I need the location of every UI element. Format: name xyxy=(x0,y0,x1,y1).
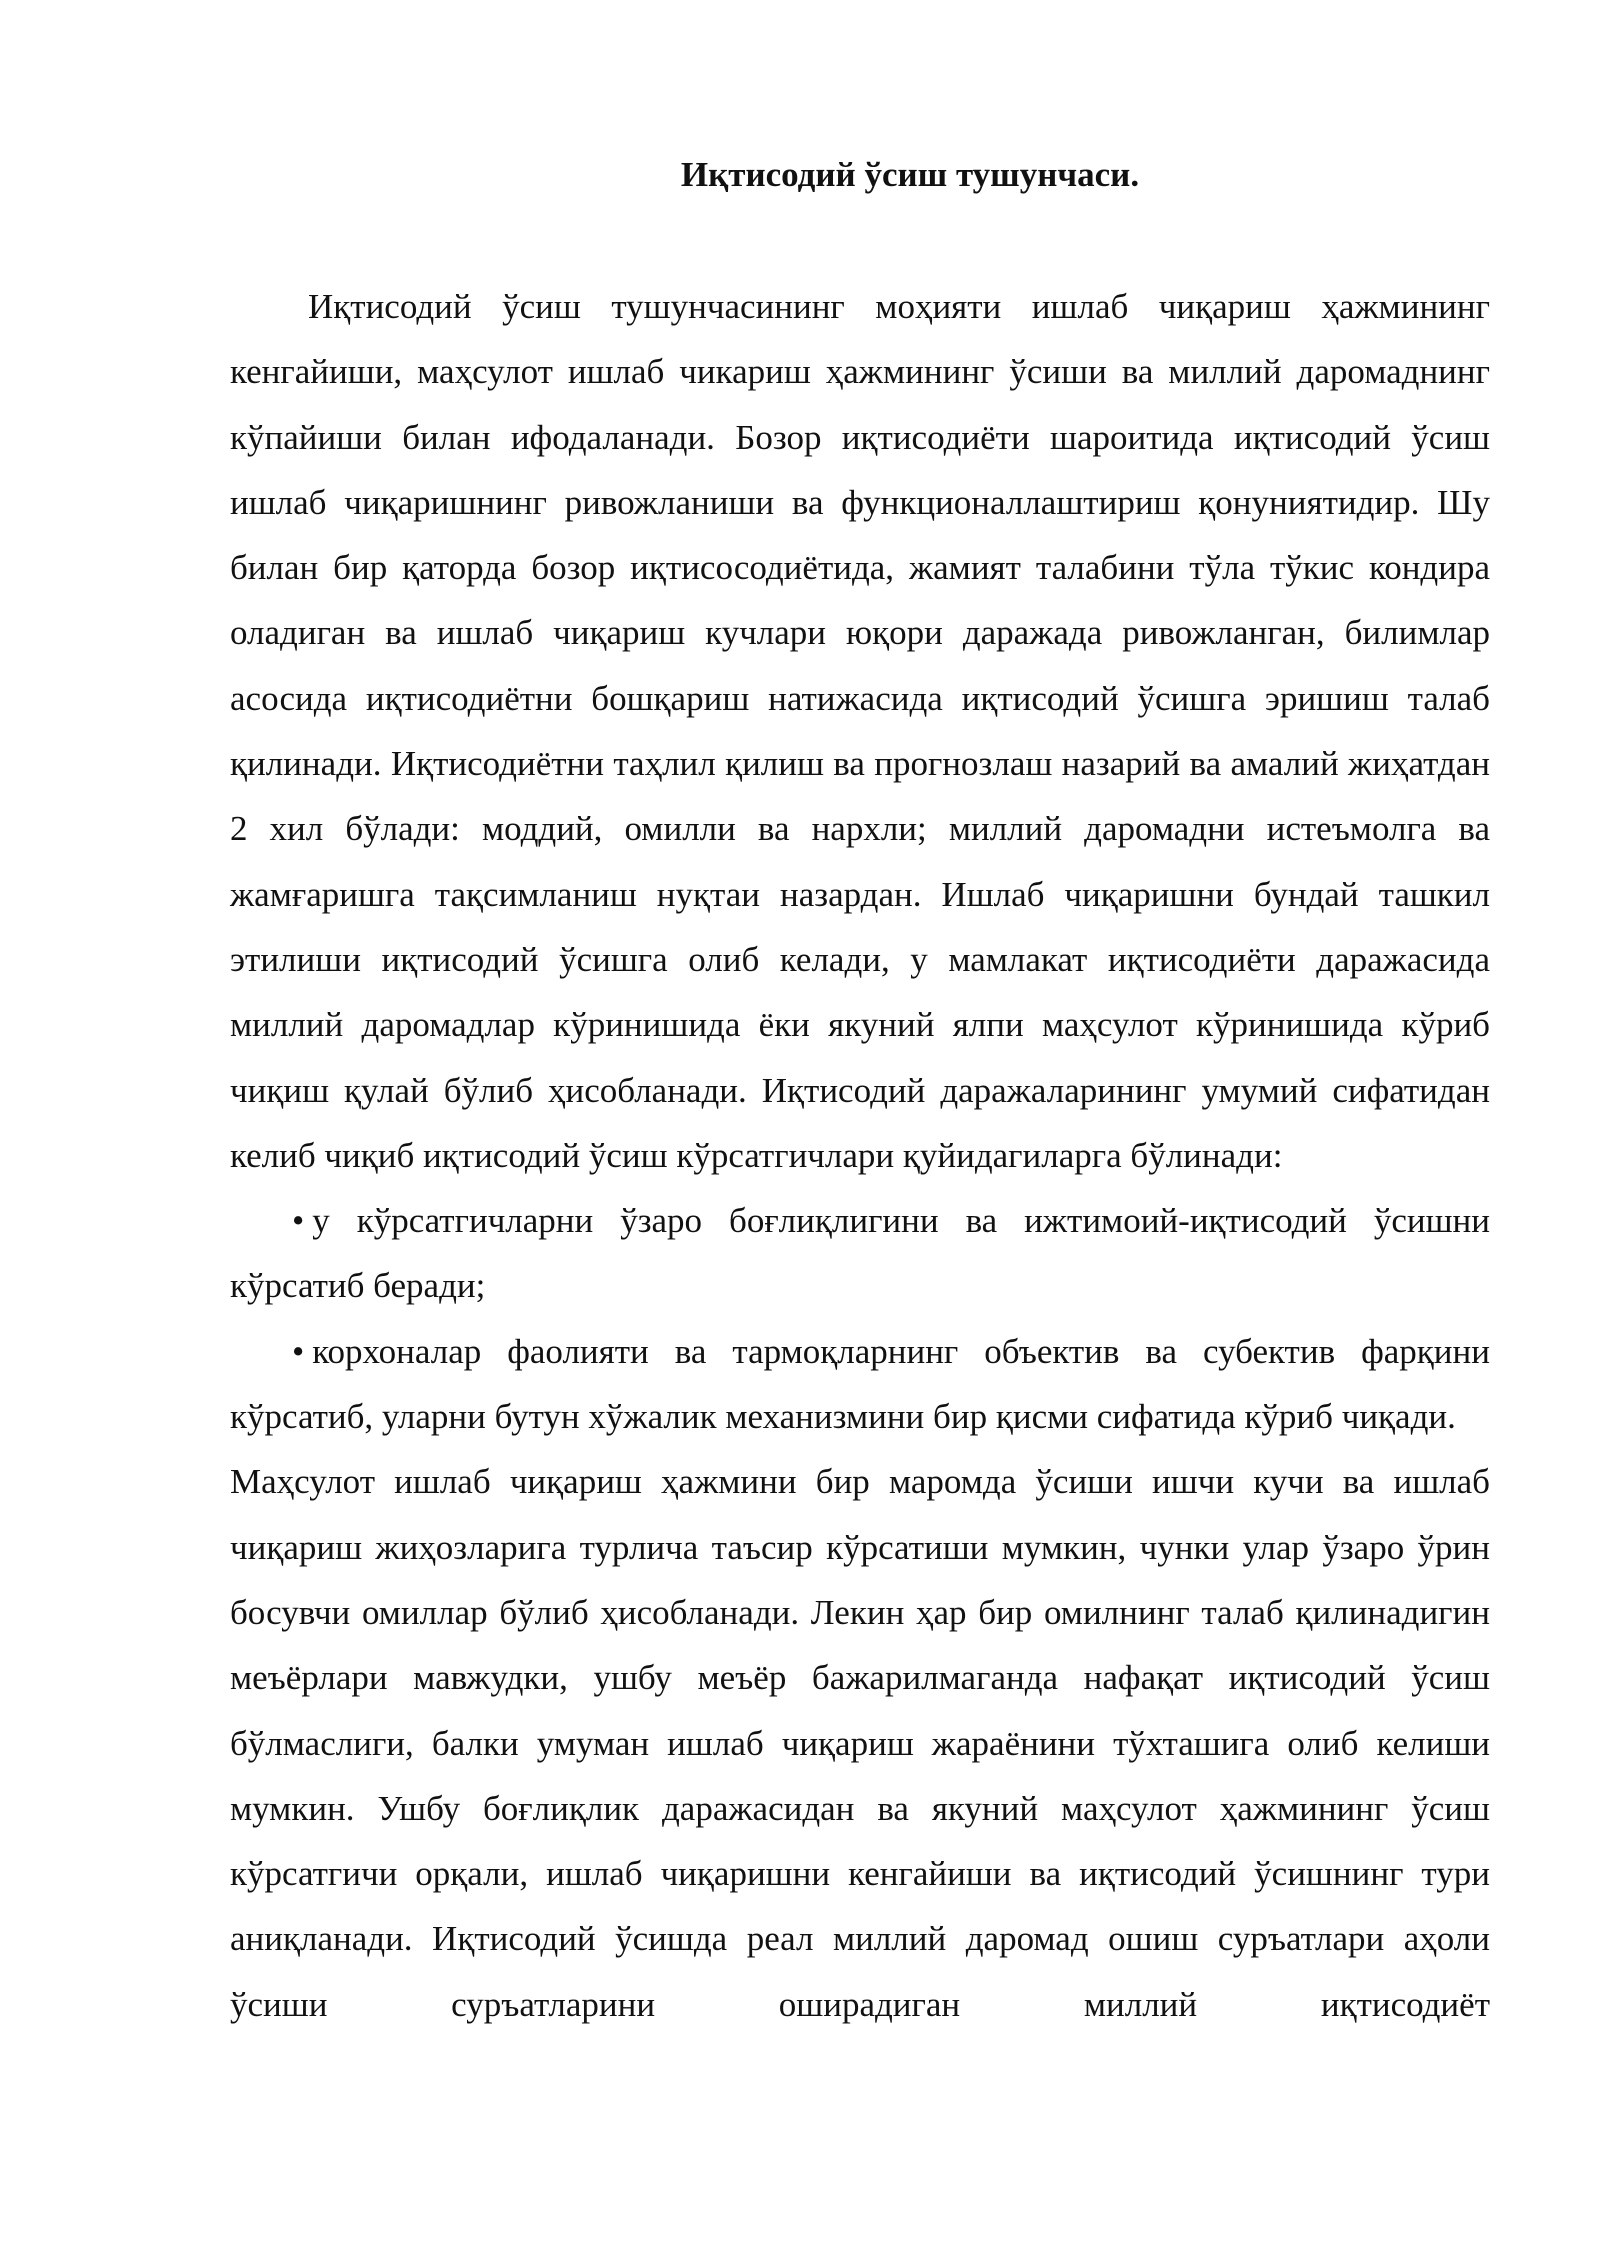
bullet-item-1 xyxy=(230,1188,1490,1319)
bullet-item-1-text: у кўрсатгичларни ўзаро боғлиқлигини ва ижтимоий-иқтисодий ўсишни кўрсатиб беради; xyxy=(230,1201,1490,1306)
paragraph-2: Маҳсулот ишлаб чиқариш ҳажмини бир маромда ўсиши ишчи кучи ва ишлаб чиқариш жиҳозларига турлича таъсир кўрсатиши мумкин, чунки улар ўзаро ўрин босувчи омиллар бўлиб ҳисобланади. Лекин ҳар бир омилнинг талаб қилинадигин меъёрлари мавжудки, ушбу меъёр бажарилмаганда нафақат иқтисодий ўсиш бўлмаслиги, балки умуман ишлаб чиқариш жараёнини тўхташига олиб келиши мумкин. Ушбу боғлиқлик даражасидан ва якуний маҳсулот ҳажмининг ўсиш кўрсатгичи орқали, ишлаб чиқаришни кенгайиши ва иқтисодий ўсишнинг тури аниқланади. Иқтисодий ўсишда реал миллий даромад ошиш суръатлари аҳоли ўсиши суръатларини оширадиган миллий иқтисодиёт xyxy=(230,1462,1490,2024)
paragraph-1: Иқтисодий ўсиш тушунчасининг моҳияти ишлаб чиқариш ҳажмининг кенгайиши, маҳсулот ишлаб чикариш ҳажмининг ўсиши ва миллий даромаднинг кўпайиши билан ифодаланади. Бозор иқтисодиёти шароитида иқтисодий ўсиш ишлаб чиқаришнинг ривожланиши ва функционаллаштириш қонуниятидир. Шу билан бир қаторда бозор иқтисосодиётида, жамият талабини тўла тўкис кондира оладиган ва ишлаб чиқариш кучлари юқори даражада ривожланган, билимлар асосида иқтисодиётни бошқариш натижасида иқтисодий ўсишга эришиш талаб қилинади. Иқтисодиётни таҳлил қилиш ва прогнозлаш назарий ва амалий жиҳатдан 2 хил бўлади: моддий, омилли ва нархли; миллий даромадни истеъмолга ва жамғаришга тақсимланиш нуқтаи назардан. Ишлаб чиқаришни бундай ташкил этилиши иқтисодий ўсишга олиб келади, у мамлакат иқтисодиёти даражасида миллий даромадлар кўринишида ёки якуний ялпи маҳсулот кўринишида кўриб чиқиш қулай бўлиб ҳисобланади. Иқтисодий даражаларининг умумий сифатидан келиб чиқиб иқтисодий ўсиш кўрсатгичлари қуйидагиларга бўлинади: xyxy=(230,287,1490,1175)
document-title: Иқтисодий ўсиш тушунчаси. xyxy=(680,155,1140,194)
bullet-item-2-text: корхоналар фаолияти ва тармоқларнинг объектив ва субектив фарқини кўрсатиб, уларни бутун хўжалик механизмини бир қисми сифатида кўриб чиқади. xyxy=(230,1331,1490,1437)
bullet-mark: • xyxy=(292,1331,305,1371)
document-body xyxy=(230,274,1490,2037)
bullet-item-2 xyxy=(230,1319,1490,1450)
bullet-mark: • xyxy=(292,1201,305,1241)
